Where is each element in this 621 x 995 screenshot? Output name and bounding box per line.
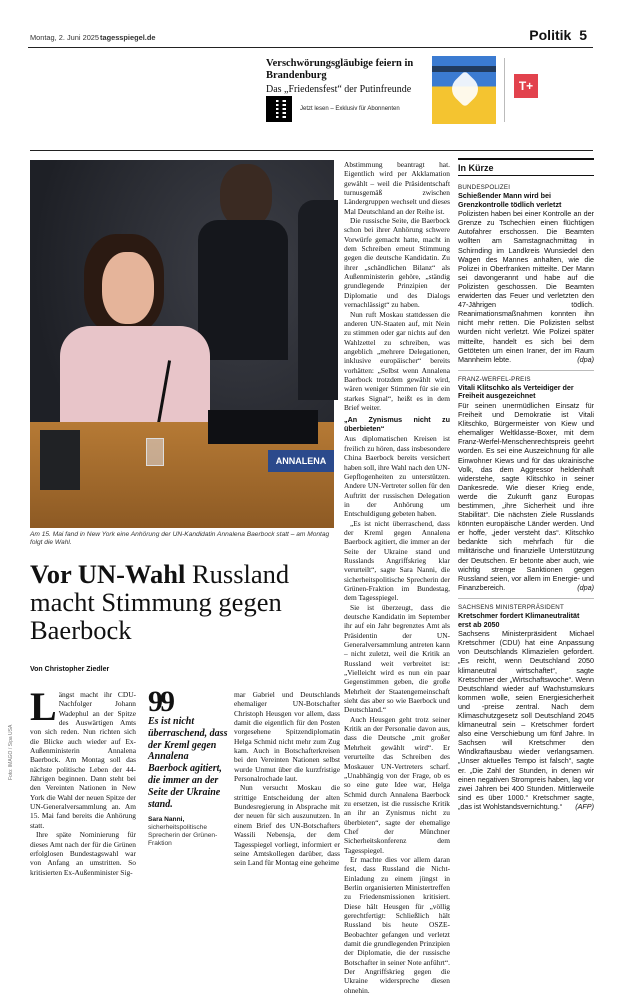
promo-cta[interactable]: Jetzt lesen – Exklusiv für Abonnenten bbox=[300, 106, 400, 112]
brief-kicker: BUNDESPOLIZEI bbox=[458, 184, 511, 191]
quote-attribution bbox=[148, 816, 230, 848]
brief-kicker: SACHSENS MINISTERPRÄSIDENT bbox=[458, 603, 564, 611]
col1-paragraph-1: ängst macht ihr CDU-Nachfolger Johann Wadephul an der Spitze des Auswärtigen Amts von sich reden. Nun richten sich die Blicke auch wieder auf Ex-Außenministerin Annalena Baerbock. Am Montag soll das nächste politische Leben der 44-Jährigen beginnen. Dann steht bei den Vereinten Nationen in New York die Wahl der neuen Spitze der UN-Generalversammlung an. Am 15. Mai fand bereits die Anhörung statt. bbox=[30, 690, 136, 830]
quote-text: Es ist nicht überraschend, dass der Kreml gegen Annalena Baerbock agitiert, die immer an der Seite der Ukraine stand. bbox=[148, 716, 228, 810]
masthead-rule bbox=[28, 47, 593, 48]
photo-credit: Foto: IMAGO / Sipa USA bbox=[8, 724, 14, 780]
col4-paragraph-7: Auch Heusgen geht trotz seiner Kritik an der Personalie davon aus, dass die Deutsche „mit großer Mehrheit gewählt wird“. Er verurteilte das Schreiben des Moskauer UN-Vertreters scharf. „Unabhängig von der Frage, ob es so eine gute Idee war, Helga Schmid durch Annalena Baerbock zu ersetzen, ist die russische Kritik an ihr an Zynismus nicht zu überbieten“, sagte der ehemalige Chef der Münchner Sicherheitskonferenz dem Tagesspiegel. bbox=[344, 714, 450, 855]
quote-name: Sara Nanni, bbox=[148, 816, 185, 824]
brief-headline: Schießender Mann wird bei Grenzkontrolle tödlich verletzt bbox=[458, 191, 562, 209]
monitor bbox=[208, 410, 318, 444]
article-col-4 bbox=[344, 160, 450, 995]
dropcap: L bbox=[30, 684, 57, 729]
in-kurze-title: In Kürze bbox=[458, 163, 494, 173]
promo-rule bbox=[30, 150, 593, 151]
brief-item bbox=[458, 604, 594, 811]
quote-role: sicherheitspolitische Sprecherin der Grünen-Fraktion bbox=[148, 824, 218, 848]
pull-quote bbox=[148, 685, 230, 848]
water-glass bbox=[146, 438, 164, 466]
in-kurze-rule bbox=[458, 175, 594, 176]
in-kurze-sidebar bbox=[458, 158, 594, 854]
right-man-figure bbox=[298, 200, 338, 400]
col4-paragraph-6: Sie ist überzeugt, dass die deutsche Kandidatin im September ihr auf ein Jahr begrenztes Amt als Präsidentin der UN-Generalversammlung antreten kann – nicht zuletzt, weil die Kritik an Russland weit verbreitet ist: „Vielleicht wird es nun ein paar Gegenstimmen geben, die große Mehrheit der Staatengemeinschaft sieht das aber so wie Baerbock und Deutschland.“ bbox=[344, 602, 450, 715]
brief-source: (AFP) bbox=[575, 801, 594, 811]
brief-separator bbox=[458, 598, 594, 599]
headline-bold: Vor UN-Wahl bbox=[30, 559, 186, 589]
article-col-1 bbox=[30, 684, 136, 877]
issue-date: Montag, 2. Juni 2025 bbox=[30, 33, 100, 42]
brief-headline: Vitali Klitschko als Verteidiger der Freiheit ausgezeichnet bbox=[458, 382, 574, 401]
col3-paragraph-1: mar Gabriel und Deutschlands ehemaliger UN-Botschafter Christoph Heusgen vor allem, dass damit die eigentlich für den Posten vorgesehene Spitzendiplomatin Helga Schmid nicht mehr zum Zug kam. Auch in Botschafterkreisen bei den Vereinten Nationen selbst wurde Unmut über die kurzfristige Personalrochade laut. bbox=[234, 690, 340, 784]
section-title bbox=[529, 27, 587, 43]
flag-stripe bbox=[432, 66, 496, 72]
col4-paragraph-4: Aus diplomatischen Kreisen ist freilich zu hören, dass insbesondere China Baerbock bereits versichert haben soll, ihre Wahl nach den UN-Gepflogenheiten zu unterstützen. Andere UN-Vertreter sollen für den Auftritt der russischen Delegation in der Anhörung um Entschuldigung gebeten haben. bbox=[344, 434, 450, 519]
col4-paragraph-3: Nun ruft Moskau stattdessen die anderen UN-Staaten auf, mit Nein zu stimmen oder gar nichts auf den Wahlzettel zu schreiben, was angeblich „mehrere Delegationen, inklusive europäischer“ bereits vorhätten: „Selbst wenn Annalena Baerbock trotzdem gewählt wird, wären weniger Stimmen für sie ein starkes Signal“, heißt es in dem Brief weiter. bbox=[344, 309, 450, 412]
col3-paragraph-2: Nun versucht Moskau die strittige Entscheidung der alten Bundesregierung in Absprache mit der neuen für sich auszunutzen. In einem Brief des UN-Botschafters Wassili Nebensja, der dem Tagesspiegel vorliegt, informiert er seine Amtskollegen darüber, dass sein Land für Montag eine geheime bbox=[234, 783, 340, 868]
headline-rest: Russland macht Stimmung gegen Baerbock bbox=[30, 559, 290, 645]
brief-headline: Kretschmer fordert Klimaneutralität erst ab 2050 bbox=[458, 610, 580, 629]
page-number: 5 bbox=[579, 27, 587, 43]
heart-icon bbox=[447, 71, 484, 108]
col4-paragraph-8: Er machte dies vor allem daran fest, dass Russland die Nicht-Einladung zu einem jüngst in Berlin organisierten Ministertreffen zu Friedensmissionen kritisiert. Diese hält Heusgen für „völlig gerechtfertigt: Schließlich hält Russland bis heute OSZE-Beobachter gefangen und verletzt damit die grundlegenden Prinzipien der Diplomatie, die der russische Botschafter in seiner Note anführt“. Der Angriffskrieg gegen die Ukraine widerspreche diesen ohnehin. bbox=[344, 854, 450, 995]
brief-source: (dpa) bbox=[577, 354, 594, 364]
brief-kicker: FRANZ-WERFEL-PREIS bbox=[458, 375, 531, 383]
brief-text: Sachsens Ministerpräsident Michael Kretschmer (CDU) hat eine Anpassung von Deutschlands Klimazielen gefordert. „Es reicht, wenn Deutschland 2050 klimaneutral wirtschaftet“, sagte Kretschmer der „Wirtschaftswoche“. Wenn Deutschland wieder auf Wachstumskurs kommen wolle, seien Energiesicherheit und -preise zentral. Nach dem Klimaschutzgesetz soll Deutschland 2045 klimaneutral sein – Kretschmer fordert also eine Verschiebung um fünf Jahre. In Sachsen will Kretschmer den Windkraftausbau wieder verlangsamen. „Unser aktuelles Tempo ist falsch“, sagte er. „Die Zahl der Stunden, in denen wir einen negativen Strompreis haben, lag vor zwei Jahren bei 400 Stunden. Mittlerweile sind es über 1000.“ Kretschmer sagte, „das ist Wohlstandsvernichtung.“ bbox=[458, 629, 594, 811]
laptop bbox=[40, 430, 80, 490]
article-headline bbox=[30, 560, 330, 644]
photo-caption: Am 15. Mai fand in New York eine Anhörung der UN-Kandidatin Annalena Baerbock statt – am Montag folgt die Wahl. bbox=[30, 531, 330, 546]
section-name: Politik bbox=[529, 27, 572, 43]
qr-code-icon bbox=[266, 96, 292, 122]
brief-separator bbox=[458, 370, 594, 371]
article-photo bbox=[30, 160, 334, 528]
col4-subheading: „An Zynismus nicht zu überbieten“ bbox=[344, 415, 450, 433]
brief-item bbox=[458, 184, 594, 364]
brief-body bbox=[458, 209, 594, 364]
promo-divider bbox=[504, 58, 505, 122]
col4-paragraph-2: Die russische Seite, die Baerbock schon bei ihrer Anhörung schwere Vorwürfe gemacht hatte, macht in dem Schreiben erneut Stimmung gegen die deutsche Kandidatin. Zu ihrer „schändlichen Bilanz“ als Außenministerin gehöre, „ständig grundlegende Prinzipien der Diplomatie und des Dialogs vernachlässigt“ zu haben. bbox=[344, 216, 450, 310]
brief-body bbox=[458, 401, 594, 592]
plus-badge[interactable]: T+ bbox=[514, 74, 538, 98]
promo-subtitle: Das „Friedensfest“ der Putinfreunde bbox=[266, 84, 412, 95]
woman-face bbox=[102, 252, 154, 324]
man-body bbox=[198, 220, 288, 360]
promo-image bbox=[432, 56, 496, 124]
col4-paragraph-5: „Es ist nicht überraschend, dass der Kreml gegen Annalena Baerbock agitiert, die immer an der Seite der Ukraine stand und Russlands Angriffskrieg klar verurteilt“, sagte Sara Nanni, die sicherheitspolitische Sprecherin der Grünen-Fraktion im Bundestag, dem Tagesspiegel. bbox=[344, 518, 450, 603]
man-figure bbox=[198, 160, 288, 340]
nameplate: ANNALENA bbox=[268, 450, 334, 472]
brief-item bbox=[458, 376, 594, 592]
article-col-3 bbox=[234, 690, 340, 868]
promo-title[interactable]: Verschwörungsgläubige feiern in Brandenburg bbox=[266, 58, 414, 81]
man-head bbox=[220, 164, 272, 228]
quote-mark-icon: 99 bbox=[148, 685, 172, 718]
col4-paragraph-1: Abstimmung beantragt hat. Eigentlich wird per Akklamation gewählt – weil die Präsidentschaft turnusgemäß zwischen Ländergruppen wechselt und dieses Mal Deutschland an der Reihe ist. bbox=[344, 160, 450, 216]
promo-box[interactable] bbox=[264, 56, 594, 126]
col1-paragraph-2: Ihre späte Nominierung für dieses Amt nach der für die Grünen erfolglosen Bundestagswahl war von Anfang an umstritten. So kritisierten Ex-Außenminister Sig- bbox=[30, 830, 136, 877]
brief-body bbox=[458, 629, 594, 811]
site-name: tagesspiegel.de bbox=[100, 33, 156, 42]
brief-source: (dpa) bbox=[577, 582, 594, 592]
brief-text: Für seinen unermüdlichen Einsatz für Freiheit und Demokratie ist Vitali Klitschko, Bürgermeister von Kiew und ehemaliger Weltklasse-Boxer, mit dem Franz-Werfel-Menschenrechtspreis geehrt worden. Es sei eine Auszeichnung für alle Einwohner Kiews und für das ukrainische Volk, das dem Aggressor heldenhaft widerstehe, sagte Klitschko in seiner Dankesrede. Wie dieser Krieg ende, werde die Zukunft ganz Europas bestimmen, „ihre Sicherheit und ihre Stabilität“. Die nächsten Ziele Russlands könnten europäische Länder werden. Und er hoffe, „jeder versteht das“. Klitschko bedankte sich mehrfach für die militärische und finanzielle Unterstützung der Deutschen. Er betonte aber auch, wie wichtig strenge Sanktionen gegen Russland seien, vor allem im Energie- und Finanzbereich. bbox=[458, 400, 594, 592]
brief-text: Polizisten haben bei einer Kontrolle an der Grenze zu Tschechien einen flüchtigen Autofahrer erschossen. Die Beamten wollten am Samstagnachmittag in Schirnding im Landkreis Wunsiedel den Wagen des Mannes anhalten, wie die Polizei in Oberfranken mitteilte. Der Mann sei davongerannt und habe auf die Polizisten geschossen. Die Beamten erwiderten das Feuer und verletzten den 47-Jährigen tödlich. Reanimationsmaßnahmen konnten ihn nicht mehr retten. Die Polizisten selbst wurden nicht verletzt. Wie Polizei später mitteilte, handelt es sich bei dem Getöteten um einen Iraner, der im Raum Mannheim lebte. bbox=[458, 209, 594, 364]
in-kurze-top-rule bbox=[458, 158, 594, 160]
byline: Von Christopher Ziedler bbox=[30, 666, 110, 673]
